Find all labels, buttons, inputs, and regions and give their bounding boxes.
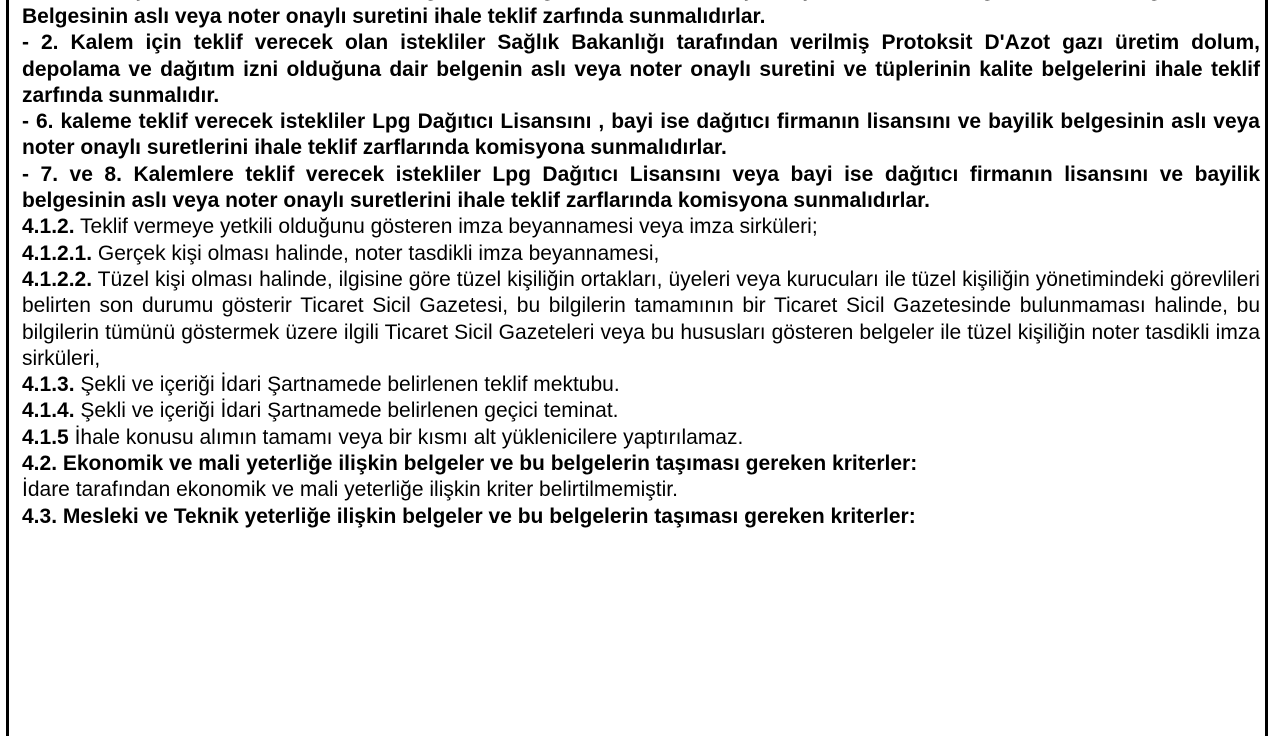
clause-text: Gerçek kişi olması halinde, noter tasdikli imza beyannamesi,: [97, 241, 660, 265]
clause-text: Şekli ve içeriği İdari Şartnamede belirlenen teklif mektubu.: [80, 373, 620, 397]
section-4-2-body: İdare tarafından ekonomik ve mali yeterliğe ilişkin kriter belirtilmemiştir.: [22, 478, 678, 502]
clause-number: 4.1.5: [22, 425, 69, 449]
paragraph-item-2: - 2. Kalem için teklif verecek olan istekliler Sağlık Bakanlığı tarafından verilmiş Protoksit D'Azot gazı üretim dolum, depolama ve dağıtım izni olduğuna dair belgenin aslı veya noter onaylı suretini ve tüplerinin kalite belgelerini ihale teklif zarfında sunmalıdır.: [22, 31, 1260, 107]
clause-text: Tüzel kişi olması halinde, ilgisine göre tüzel kişiliğin ortakları, üyeleri veya kurucuları ile tüzel kişiliğin yönetimindeki görevlileri belirten son durumu gösterir Ticaret Sicil Gazetesi, bu bilgilerin tamamının bir Ticaret Sicil Gazetesinde bulunmaması halinde, bu bilgilerin tümünü göstermek üzere ilgili Ticaret Sicil Gazeteleri veya bu hususları gösteren belgeler ile tüzel kişiliğin noter tasdikli imza sirküleri,: [22, 267, 1260, 370]
clause-number: 4.1.2.: [22, 215, 75, 239]
clause-number: 4.1.2.1.: [22, 241, 93, 265]
paragraph-item-7-8: - 7. ve 8. Kalemlere teklif verecek istekliler Lpg Dağıtıcı Lisansını veya bayi ise dağıtıcı firmanın lisansını ve bayilik belgesinin aslı veya noter onaylı suretlerini ihale teklif zarflarında komisyona sunmalıdırlar.: [22, 162, 1260, 213]
clause-text: İhale konusu alımın tamamı veya bir kısmı alt yüklenicilere yaptırılamaz.: [74, 425, 744, 449]
clause-4-1-3: [22, 372, 1260, 398]
cropped-top-line: [22, 0, 1260, 3]
clause-4-1-4: [22, 398, 1260, 424]
clause-4-1-2: [22, 214, 1260, 240]
paragraph-item-6: - 6. kaleme teklif verecek istekliler Lpg Dağıtıcı Lisansını , bayi ise dağıtıcı firmanın lisansını ve bayilik belgesinin aslı veya noter onaylı suretlerini ihale teklif zarflarında komisyona sunmalıdırlar.: [22, 110, 1260, 160]
clause-4-1-5: [22, 425, 1260, 451]
clause-text: Teklif vermeye yetkili olduğunu gösteren imza beyannamesi veya imza sirküleri;: [80, 215, 818, 239]
clause-text: Şekli ve içeriği İdari Şartnamede belirlenen geçici teminat.: [80, 399, 619, 423]
section-4-2-heading: 4.2. Ekonomik ve mali yeterliğe ilişkin belgeler ve bu belgelerin taşıması gereken kriterler:: [22, 452, 918, 476]
section-4-3-heading: 4.3. Mesleki ve Teknik yeterliğe ilişkin belgeler ve bu belgelerin taşıması gereken kriterler:: [22, 504, 916, 528]
clause-number: 4.1.2.2.: [22, 267, 93, 291]
clause-4-1-2-2: [22, 267, 1260, 372]
paragraph-document-submission: Belgesinin aslı veya noter onaylı suretini ihale teklif zarfında sunmalıdırlar.: [22, 5, 766, 28]
clause-4-1-2-1: [22, 241, 1260, 267]
cropped-paragraph: [22, 0, 1260, 3]
clause-number: 4.1.3.: [22, 373, 75, 397]
document-body: [22, 0, 1260, 530]
clause-number: 4.1.4.: [22, 399, 75, 423]
